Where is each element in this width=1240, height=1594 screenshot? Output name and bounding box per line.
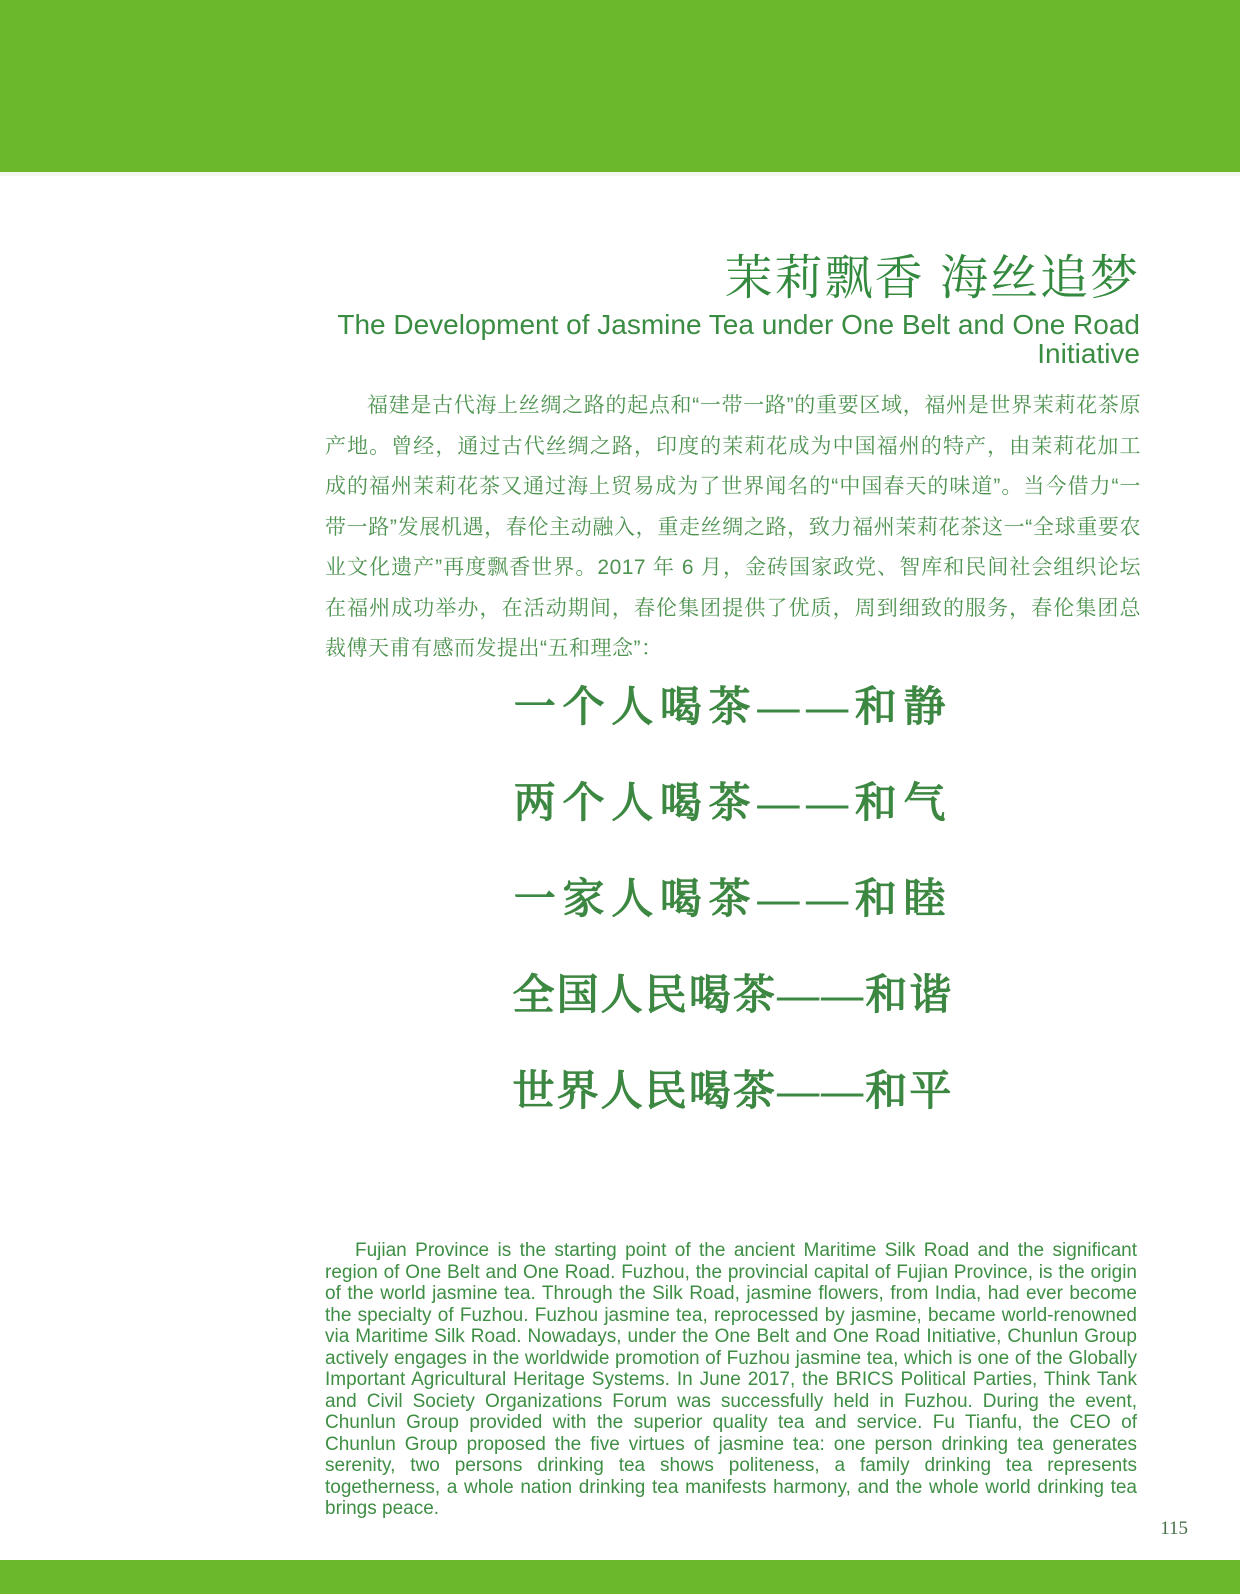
page-title-english bbox=[325, 310, 1140, 368]
page-title-chinese: 茉莉飘香 海丝追梦 bbox=[724, 252, 1140, 305]
page-header bbox=[325, 250, 1140, 368]
virtue-line-togetherness: 一家人喝茶——和睦 bbox=[513, 877, 953, 923]
virtue-line-serenity: 一个人喝茶——和静 bbox=[513, 685, 953, 731]
page-title-english-line2: Initiative bbox=[1037, 338, 1140, 369]
virtue-line-peace: 世界人民喝茶——和平 bbox=[512, 1069, 954, 1115]
chinese-intro-paragraph: 福建是古代海上丝绸之路的起点和“一带一路”的重要区域，福州是世界茉莉花茶原产地。曾经，通过古代丝绸之路，印度的茉莉花成为中国福州的特产，由茉莉花加工成的福州茉莉花茶又通过海上贸易成为了世界闻名的“中国春天的味道”。当今借力“一带一路”发展机遇，春伦主动融入，重走丝绸之路，致力福州茉莉花茶这一“全球重要农业文化遗产”再度飘香世界。2017 年 6 月，金砖国家政党、智库和民间社会组织论坛在福州成功举办，在活动期间，春伦集团提供了优质，周到细致的服务，春伦集团总裁傅天甫有感而发提出“五和理念”： bbox=[325, 394, 1141, 660]
bottom-green-banner bbox=[0, 1560, 1240, 1594]
five-virtues-list bbox=[325, 660, 1141, 1140]
page-title-english-line1: The Development of Jasmine Tea under One Belt and One Road bbox=[337, 309, 1140, 340]
english-summary-paragraph: Fujian Province is the starting point of the ancient Maritime Silk Road and the significant region of One Belt and One Road. Fuzhou, the provincial capital of Fujian Province, is the origin of the world jasmine tea. Through the Silk Road, jasmine flowers, from India, had ever become the specialty of Fuzhou. Fuzhou jasmine tea, reprocessed by jasmine, became world-renowned via Maritime Silk Road. Nowadays, under the One Belt and One Road Initiative, Chunlun Group actively engages in the worldwide promotion of Fuzhou jasmine tea, which is one of the Globally Important Agricultural Heritage Systems. In June 2017, the BRICS Political Parties, Think Tank and Civil Society Organizations Forum was successfully held in Fuzhou. During the event, Chunlun Group provided with the superior quality tea and service. Fu Tianfu, the CEO of Chunlun Group proposed the five virtues of jasmine tea: one person drinking tea generates serenity, two persons drinking tea shows politeness, a family drinking tea represents togetherness, a whole nation drinking tea manifests harmony, and the whole world drinking tea brings peace. bbox=[325, 1240, 1137, 1519]
top-green-banner bbox=[0, 0, 1240, 176]
virtue-line-politeness: 两个人喝茶——和气 bbox=[513, 781, 953, 827]
page-number: 115 bbox=[1160, 1518, 1188, 1539]
virtue-line-harmony: 全国人民喝茶——和谐 bbox=[512, 973, 954, 1019]
